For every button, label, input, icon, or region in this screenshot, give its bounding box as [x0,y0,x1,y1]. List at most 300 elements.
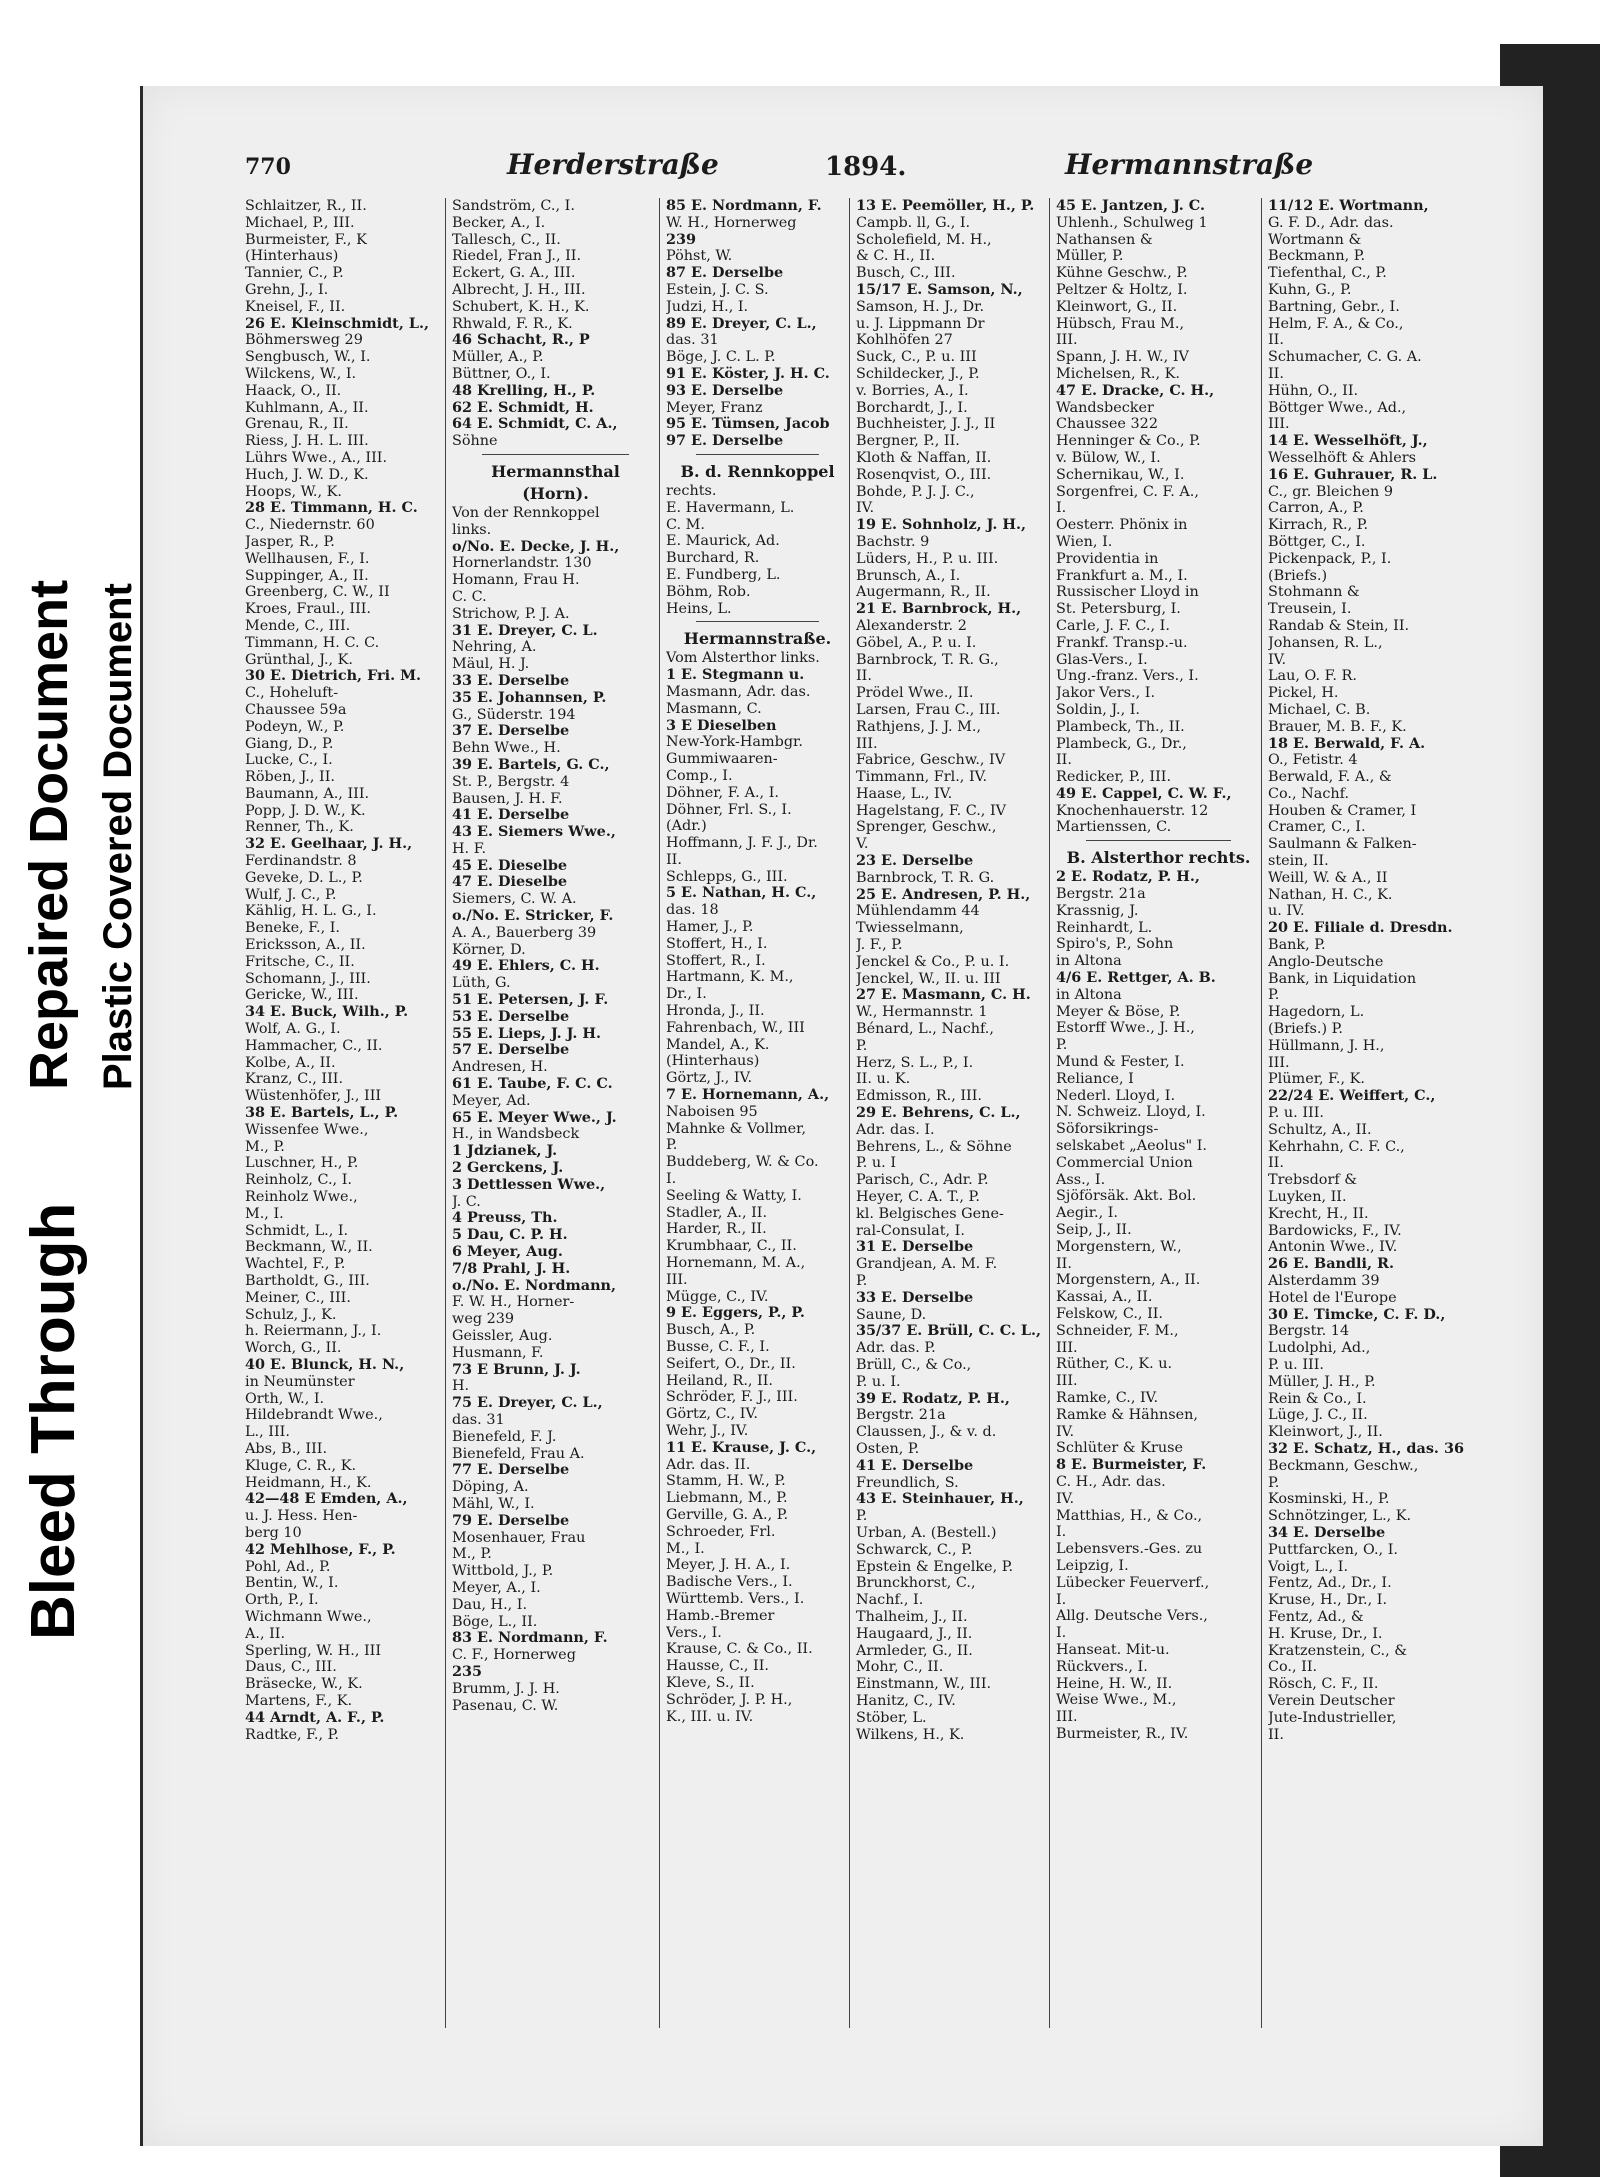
directory-entry: 26 E. Bandli, R. [1268,1256,1394,1273]
directory-entry: Kleinwort, G., II. [1056,298,1178,315]
directory-entry: Haugaard, J., II. [856,1625,973,1642]
directory-entry: Michael, C. B. [1268,701,1371,718]
directory-entry: New-York-Hambgr. [666,734,803,751]
directory-entry: Tiefenthal, C., P. [1268,265,1387,282]
directory-entry: Parisch, C., Adr. P. [856,1172,989,1189]
directory-entry: St. Petersburg, I. [1056,601,1181,618]
directory-entry: 6 Meyer, Aug. [452,1244,563,1261]
directory-entry: Söforsikrings- [1056,1121,1159,1138]
directory-entry: Busch, A., P. [666,1322,756,1339]
directory-entry: 39 E. Bartels, G. C., [452,756,610,773]
directory-entry: Puttfarcken, O., I. [1268,1541,1398,1558]
directory-entry: II. [666,851,682,868]
directory-entry: Carron, A., P. [1268,500,1364,517]
directory-entry: Jasper, R., P. [245,533,335,550]
directory-entry: Mohr, C., II. [856,1659,944,1676]
directory-entry: Bergstr. 21a [856,1407,946,1424]
directory-entry: 29 E. Behrens, C. L., [856,1105,1021,1122]
directory-entry: Geveke, D. L., P. [245,869,363,886]
directory-column-1 [245,198,445,2028]
directory-entry: Bardowicks, F., IV. [1268,1222,1402,1239]
directory-entry: Sengbusch, W., I. [245,349,371,366]
directory-entry: Houben & Cramer, I [1268,802,1417,819]
directory-entry: in Altona [1056,986,1122,1003]
directory-entry: Wulf, J. C., P. [245,886,337,903]
directory-entry: I. [1056,500,1067,517]
directory-entry: 22/24 E. Weiffert, C., [1268,1088,1436,1105]
directory-entry: 95 E. Tümsen, Jacob [666,416,830,433]
directory-entry: Bénard, L., Nachf., [856,1021,994,1038]
directory-entry: Bienefeld, F. J. [452,1428,557,1445]
directory-entry: ral-Consulat, I. [856,1222,965,1239]
directory-entry: P. [666,1137,678,1154]
directory-entry: 37 E. Derselbe [452,723,570,740]
directory-column-5 [1049,198,1261,2028]
directory-entry: III. [1056,1709,1078,1726]
directory-entry: 7/8 Prahl, J. H. [452,1260,571,1277]
directory-entry: Vers., I. [666,1624,722,1641]
directory-entry: Prödel Wwe., II. [856,685,974,702]
directory-entry: Lüth, G. [452,975,511,992]
directory-entry: G. F. D., Adr. das. [1268,214,1394,231]
directory-entry: Leipzig, I. [1056,1557,1129,1574]
directory-entry: Behrens, L., & Söhne [856,1138,1012,1155]
directory-entry: Schmidt, L., I. [245,1222,349,1239]
directory-entry: Ass., I. [1056,1171,1106,1188]
directory-entry: Krause, C. & Co., II. [666,1641,813,1658]
directory-entry: Wachtel, F., P. [245,1256,346,1273]
directory-entry: Meyer & Böse, P. [1056,1003,1181,1020]
directory-entry: 2 Gerckens, J. [452,1160,564,1177]
directory-entry: 4/6 E. Rettger, A. B. [1056,970,1216,987]
directory-entry: Kluge, C. R., K. [245,1457,357,1474]
directory-entry: Stöber, L. [856,1709,927,1726]
directory-entry: P. u. I. [856,1373,901,1390]
directory-entry: Krecht, H., II. [1268,1205,1369,1222]
directory-entry: W., Hermannstr. 1 [856,1004,988,1021]
directory-entry: Böttger, C., I. [1268,533,1366,550]
directory-entry: das. 31 [452,1411,505,1428]
directory-entry: Hoffmann, J. F. J., Dr. [666,835,818,852]
directory-entry: Suppinger, A., II. [245,567,369,584]
directory-entry: B. d. Rennkoppel [680,461,835,481]
directory-entry: 21 E. Barnbrock, H., [856,601,1022,618]
directory-entry: Uhlenh., Schulweg 1 [1056,214,1208,231]
directory-entry: 62 E. Schmidt, H. [452,399,594,416]
plastic-covered-label: Plastic Covered Document [96,583,140,1090]
directory-entry: II. [1268,332,1284,349]
directory-entry: Büttner, O., I. [452,365,551,382]
directory-entry: 61 E. Taube, F. C. C. [452,1076,613,1093]
directory-entry: Carle, J. F. C., I. [1056,617,1170,634]
directory-entry: Gericke, W., III. [245,987,359,1004]
directory-entry: Worch, G., II. [245,1340,342,1357]
directory-entry: Hagelstang, F. C., IV [856,802,1007,819]
directory-entry: Ericksson, A., II. [245,937,366,954]
directory-entry: Meyer, J. H. A., I. [666,1557,791,1574]
directory-entry: 35/37 E. Brüll, C. C. L., [856,1323,1042,1340]
directory-entry: Campb. ll, G., I. [856,214,971,231]
directory-entry: Görtz, C., IV. [666,1406,758,1423]
directory-entry: Wandsbecker [1056,399,1154,416]
directory-entry: Krumbhaar, C., II. [666,1238,797,1255]
directory-entry: Buddeberg, W. & Co. [666,1154,819,1171]
directory-entry: Timmann, Frl., IV. [856,769,988,786]
directory-entry: Hammacher, C., II. [245,1037,383,1054]
directory-entry: Brüll, C., & Co., [856,1356,972,1373]
directory-entry: Husmann, F. [452,1344,544,1361]
directory-entry: Adr. das. I. [856,1121,935,1138]
directory-entry: Kehrhahn, C. F. C., [1268,1138,1405,1155]
directory-entry: Peltzer & Holtz, I. [1056,281,1188,298]
directory-entry: Giang, D., P. [245,735,334,752]
directory-entry: Nachf., I. [856,1592,924,1609]
directory-entry: Schnötzinger, L., K. [1268,1508,1412,1525]
directory-entry: Chaussee 322 [1056,416,1158,433]
directory-entry: Fahrenbach, W., III [666,1019,805,1036]
directory-entry: Gummiwaaren- [666,751,778,768]
directory-entry: Kuhn, G., P. [1268,281,1352,298]
directory-entry: Ludolphi, Ad., [1268,1340,1371,1357]
directory-entry: Mäul, H. J. [452,656,530,673]
directory-entry: Stadler, A., II. [666,1204,768,1221]
directory-entry: Nathansen & [1056,231,1153,248]
directory-entry: Ramke, C., IV. [1056,1389,1159,1406]
directory-entry: (Adr.) [666,818,707,835]
directory-entry: Naboisen 95 [666,1103,758,1120]
directory-entry: 32 E. Geelhaar, J. H., [245,836,413,853]
directory-entry: H. F. [452,840,487,857]
directory-entry: Hoops, W., K. [245,483,342,500]
directory-entry: J. F., P. [856,937,903,954]
directory-entry: Mosenhauer, Frau [452,1529,586,1546]
directory-entry: Samson, H. J., Dr. [856,298,985,315]
directory-entry: Fritsche, C., II. [245,953,355,970]
directory-entry: Hamb.-Bremer [666,1607,775,1624]
directory-entry: I. [666,1171,677,1188]
directory-entry: Grandjean, A. M. F. [856,1256,998,1273]
directory-entry: Schlaitzer, R., II. [245,198,367,214]
directory-entry: Busch, C., III. [856,265,956,282]
directory-entry: Schulz, J., K. [245,1306,337,1323]
directory-entry: Martienssen, C. [1056,819,1172,836]
directory-entry: Schlepps, G., III. [666,868,788,885]
directory-entry: Michael, P., III. [245,214,355,231]
directory-entry: Liebmann, M., P. [666,1490,788,1507]
directory-entry: Fentz, Ad., & [1268,1608,1364,1625]
directory-entry: Schildecker, J., P. [856,365,980,382]
directory-entry: 49 E. Ehlers, C. H. [452,958,600,975]
directory-entry: links. [452,521,492,538]
directory-entry: Jenckel & Co., P. u. I. [856,953,1010,970]
directory-entry: Haase, L., IV. [856,785,953,802]
directory-entry: Döhner, Frl. S., I. [666,801,792,818]
directory-entry: Burmeister, F., K [245,231,367,248]
directory-entry: Röben, J., II. [245,769,335,786]
directory-entry: Böttger Wwe., Ad., [1268,399,1407,416]
directory-entry: 41 E. Derselbe [452,807,570,824]
directory-entry: Lucke, C., I. [245,752,333,769]
directory-entry: III. [666,1271,688,1288]
directory-entry: Reinhardt, L. [1056,919,1153,936]
bleed-through-label: Bleed Through [19,1202,88,1640]
directory-entry: Schröder, J. P. H., [666,1691,793,1708]
directory-entry: I. [1056,1524,1067,1541]
directory-entry: (Briefs.) P. [1268,1021,1344,1038]
directory-entry: Mund & Fester, I. [1056,1054,1185,1071]
directory-entry: M., P. [245,1138,285,1155]
directory-entry: (Hinterhaus) [666,1053,760,1070]
column-divider-rule [1086,840,1231,847]
directory-entry: Hornerlandstr. 130 [452,555,592,572]
directory-entry: Mügge, C., IV. [666,1288,769,1305]
directory-entry: Württemb. Vers., I. [666,1590,805,1607]
directory-entry: Döhner, F. A., I. [666,784,779,801]
directory-entry: 4 Preuss, Th. [452,1210,558,1227]
directory-entry: Kroes, Fraul., III. [245,601,372,618]
directory-entry: h. Reiermann, J., I. [245,1323,382,1340]
directory-entry: 64 E. Schmidt, C. A., [452,416,618,433]
directory-entry: Beneke, F., I. [245,920,340,937]
directory-entry: Schneider, F. M., [1056,1322,1179,1339]
directory-entry: Baumann, A., III. [245,785,370,802]
directory-entry: Claussen, J., & v. d. [856,1424,997,1441]
directory-entry: & C. H., II. [856,248,936,265]
directory-entry: O., Fetistr. 4 [1268,752,1358,769]
directory-entry: E. Fundberg, L. [666,566,781,583]
directory-entry: Hermannstraße. [683,629,832,649]
directory-entry: Buchheister, J. J., II [856,416,996,433]
directory-entry: Böge, L., II. [452,1613,538,1630]
directory-entry: Mühlendamm 44 [856,903,980,920]
directory-entry: II. [856,668,872,685]
directory-entry: Bienefeld, Frau A. [452,1445,585,1462]
directory-entry: 49 E. Cappel, C. W. F., [1056,785,1232,802]
directory-entry: Morgenstern, A., II. [1056,1272,1201,1289]
directory-entry: Lührs Wwe., A., III. [245,449,388,466]
directory-entry: P. u. III. [1268,1105,1324,1122]
directory-entry: Heiland, R., II. [666,1372,773,1389]
repaired-document-label: Repaired Document [19,579,79,1090]
directory-entry: Felskow, C., II. [1056,1306,1164,1322]
directory-entry: Herz, S. L., P., I. [856,1054,974,1071]
directory-entry: Plümer, F., K. [1268,1071,1365,1088]
directory-entry: Pickel, H. [1268,685,1339,702]
directory-entry: Pohl, Ad., P. [245,1558,331,1575]
directory-entry: Körner, D. [452,941,526,958]
directory-entry: II. [1268,365,1284,382]
directory-entry: Frankf. Transp.-u. [1056,634,1188,651]
directory-entry: M., P. [452,1546,492,1563]
directory-entry: Reliance, I [1056,1070,1134,1087]
directory-entry: 20 E. Filiale d. Dresdn. [1268,920,1453,937]
directory-entry: das. 18 [666,902,719,919]
directory-entry: Larsen, Frau C., III. [856,701,1001,718]
directory-entry: 34 E. Buck, Wilh., P. [245,1004,409,1021]
directory-entry: 42 Mehlhose, F., P. [245,1541,396,1558]
directory-entry: Bausen, J. H. F. [452,790,563,807]
directory-entry: 47 E. Dracke, C. H., [1056,382,1215,399]
directory-entry: Schröder, F. J., III. [666,1389,798,1406]
directory-entry: 97 E. Derselbe [666,433,784,450]
directory-entry: 35 E. Johannsen, P. [452,689,607,706]
directory-entry: u. J. Lippmann Dr [856,315,985,332]
directory-entry: Augermann, R., II. [856,584,991,601]
directory-entry: (Briefs.) [1268,567,1328,584]
directory-entry: Lüge, J. C., II. [1268,1407,1368,1424]
directory-entry: Tallesch, C., II. [452,231,561,248]
directory-entry: Beckmann, W., II. [245,1239,373,1256]
directory-entry: III. [1056,332,1078,349]
directory-entry: C. C. [452,588,487,605]
directory-entry: C. M. [666,516,705,533]
directory-entry: Wesselhöft & Ahlers [1268,449,1417,466]
directory-entry: Bentin, W., I. [245,1575,339,1592]
directory-entry: Kühne Geschw., P. [1056,265,1188,282]
directory-entry: Kloth & Naffan, II. [856,449,992,466]
directory-entry: Müller, P. [1056,248,1124,265]
directory-entry: Podeyn, W., P. [245,718,345,735]
directory-entry: F. W. H., Horner- [452,1294,575,1311]
directory-entry: u. IV. [1268,903,1305,920]
directory-entry: Orth, P., I. [245,1592,319,1609]
directory-entry: L., III. [245,1424,290,1441]
directory-entry: Hübsch, Frau M., [1056,315,1185,332]
directory-entry: Beckmann, Geschw., [1268,1457,1419,1474]
directory-entry: Kolbe, A., II. [245,1054,336,1071]
directory-entry: Timmann, H. C. C. [245,634,380,651]
directory-entry: 28 E. Timmann, H. C. [245,500,418,517]
directory-entry: B. Alsterthor rechts. [1066,848,1251,868]
directory-entry: 38 E. Bartels, L., P. [245,1105,399,1122]
directory-entry: Pickenpack, P., I. [1268,550,1392,567]
directory-entry: 8 E. Burmeister, F. [1056,1457,1207,1474]
directory-entry: Einstmann, W., III. [856,1676,992,1693]
directory-entry: Söhne [452,433,498,450]
directory-entry: 33 E. Derselbe [856,1289,974,1306]
directory-entry: Saune, D. [856,1306,927,1323]
directory-entry: Johansen, R. L., [1268,634,1383,651]
directory-entry: 77 E. Derselbe [452,1462,570,1479]
directory-entry: Grünthal, J., K. [245,651,353,668]
directory-entry: C., Niedernstr. 60 [245,517,375,534]
directory-entry: Antonin Wwe., IV. [1268,1239,1398,1256]
directory-entry: Hildebrandt Wwe., [245,1407,383,1424]
directory-entry: Barnbrock, T. R. G. [856,869,995,886]
directory-entry: 43 E. Steinhauer, H., [856,1491,1024,1508]
directory-entry: II. [1056,1255,1072,1272]
directory-entry: Bartholdt, G., III. [245,1273,370,1289]
directory-entry: Masmann, C. [666,700,762,717]
directory-entry: Kuhlmann, A., II. [245,399,369,416]
directory-entry: Busse, C. F., I. [666,1339,770,1355]
directory-entry: Görtz, J., IV. [666,1070,753,1087]
directory-entry: Kneisel, F., II. [245,298,346,315]
directory-entry: 75 E. Dreyer, C. L., [452,1395,603,1412]
directory-entry: Beckmann, P. [1268,248,1366,265]
directory-entry: 34 E. Derselbe [1268,1524,1386,1541]
directory-entry: P. [1268,1474,1280,1491]
directory-entry: Edmisson, R., III. [856,1088,983,1105]
directory-entry: 13 E. Peemöller, H., P. [856,198,1035,214]
directory-entry: Sperling, W. H., III [245,1642,382,1659]
directory-entry: Dr., I. [666,986,707,1003]
directory-entry: Weise Wwe., M., [1056,1692,1177,1709]
directory-entry: Renner, Th., K. [245,819,354,836]
directory-entry: C. F., Hornerweg [452,1647,576,1664]
directory-entry: Brumm, J. J. H. [452,1680,560,1697]
directory-entry: Nederl. Lloyd, I. [1056,1087,1176,1104]
directory-entry: 15/17 E. Samson, N., [856,281,1023,298]
directory-entry: 1 E. Stegmann u. [666,667,805,684]
directory-entry: (Hinterhaus) [245,248,339,265]
directory-entry: o/No. E. Decke, J. H., [452,538,620,555]
directory-entry: Popp, J. D. W., K. [245,802,366,819]
directory-entry: Wichmann Wwe., [245,1608,372,1625]
side-label-panel [0,0,140,1640]
directory-entry: E. Maurick, Ad. [666,533,780,550]
directory-entry: Wolf, A. G., I. [245,1021,341,1038]
directory-entry: Jenckel, W., II. u. III [856,970,1001,987]
directory-entry: Von der Rennkoppel [452,504,600,521]
directory-entry: Masmann, Adr. das. [666,683,811,700]
directory-entry: Bohde, P. J. J. C., [856,483,975,500]
directory-entry: Jute-Industrieller, [1268,1709,1397,1726]
directory-entry: 2 E. Rodatz, P. H., [1056,869,1200,886]
directory-entry: Weill, W. & A., II [1268,869,1388,886]
directory-entry: III. [1056,1339,1078,1356]
directory-entry: 3 E Dieselben [666,717,777,734]
directory-entry: Meyer, A., I. [452,1579,541,1596]
directory-entry: Mähl, W., I. [452,1495,535,1512]
directory-entry: Müller, J. H., P. [1268,1373,1376,1390]
directory-entry: Hühn, O., II. [1268,382,1359,399]
directory-entry: Tannier, C., P. [245,265,344,282]
directory-entry: 3 Dettlessen Wwe., [452,1176,606,1193]
directory-entry: Alsterdamm 39 [1268,1273,1380,1289]
directory-entry: Kassai, A., II. [1056,1289,1153,1306]
directory-entry: Krassnig, J. [1056,902,1139,919]
directory-entry: Thalheim, J., II. [856,1608,968,1625]
directory-entry: Schroeder, Frl. [666,1523,776,1540]
directory-entry: 85 E. Nordmann, F. [666,198,822,214]
directory-entry: Göbel, A., P. u. I. [856,634,977,651]
directory-entry: Ung.-franz. Vers., I. [1056,668,1199,685]
directory-entry: 32 E. Schatz, H., das. 36 [1268,1440,1464,1457]
directory-entry: Grehn, J., I. [245,281,329,298]
directory-entry: 73 E Brunn, J. J. [452,1361,581,1378]
directory-entry: Hotel de l'Europe [1268,1289,1397,1306]
directory-entry: Stamm, H. W., P. [666,1473,786,1490]
directory-entry: Twiesselmann, [856,920,964,937]
directory-entry: Randab & Stein, II. [1268,617,1410,634]
directory-entry: 91 E. Köster, J. H. C. [666,365,830,382]
directory-entry: Riedel, Fran J., II. [452,248,582,265]
directory-entry: P. u. III. [1268,1356,1324,1373]
directory-entry: Lübecker Feuerverf., [1056,1574,1210,1591]
directory-entry: Wittbold, J., P. [452,1563,554,1580]
directory-entry: Kleinwort, J., II. [1268,1424,1383,1441]
directory-entry: Burmeister, R., IV. [1056,1725,1189,1742]
directory-entry: Rein & Co., I. [1268,1390,1367,1407]
directory-entry: Matthias, H., & Co., [1056,1507,1203,1524]
directory-entry: Morgenstern, W., [1056,1238,1182,1255]
directory-entry: Brunckhorst, C., [856,1575,976,1592]
directory-entry: Michelsen, R., K. [1056,365,1180,382]
directory-entry: Lebensvers.-Ges. zu [1056,1541,1203,1558]
directory-entry: Allg. Deutsche Vers., [1056,1608,1208,1625]
directory-entry: Schomann, J., III. [245,970,371,987]
